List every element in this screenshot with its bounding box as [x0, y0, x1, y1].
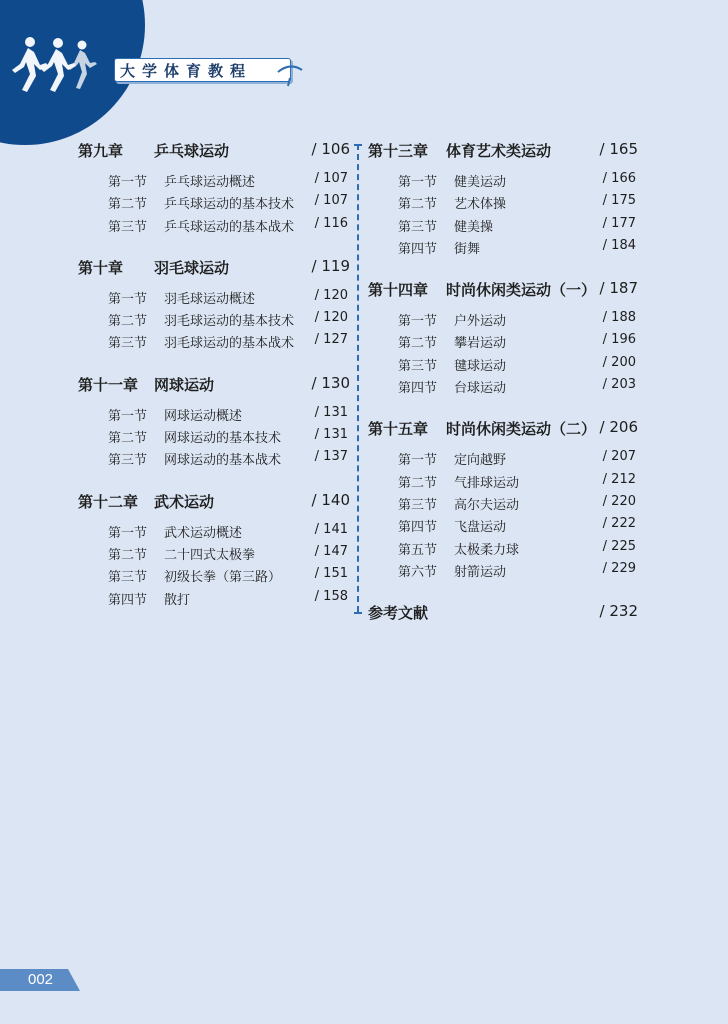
section-title: 台球运动: [454, 381, 507, 397]
section-label: 第三节: [108, 570, 148, 586]
divider-cap: [354, 144, 362, 146]
section-page: / 203: [602, 377, 636, 393]
section-title: 太极柔力球: [454, 542, 520, 558]
section-page: / 177: [602, 215, 636, 231]
section-label: 第一节: [108, 408, 148, 424]
chapter-title: 体育艺术类运动: [446, 142, 552, 160]
chapter-label: 第十二章: [78, 492, 139, 511]
toc-chapter[interactable]: [368, 418, 638, 440]
section-label: 第一节: [108, 175, 148, 190]
section-title: 定向越野: [454, 453, 507, 469]
section-title: 飞盘运动: [454, 520, 507, 536]
chapter-title: 网球运动: [154, 375, 215, 394]
section-title: 武术运动概述: [164, 525, 243, 541]
chapter-page: / 206: [599, 418, 638, 437]
section-page: / 107: [314, 171, 348, 186]
section-title: 健美运动: [454, 175, 507, 190]
section-title: 散打: [164, 592, 191, 608]
toc-section[interactable]: [368, 560, 638, 582]
section-page: / 151: [314, 566, 348, 582]
section-page: / 188: [602, 310, 636, 326]
section-label: 第二节: [398, 197, 438, 213]
book-title-banner: [114, 56, 289, 82]
section-title: 羽毛球运动概述: [164, 291, 256, 307]
toc-section[interactable]: [78, 588, 350, 610]
section-label: 第二节: [398, 475, 438, 491]
toc-section[interactable]: [368, 309, 638, 331]
toc-chapter[interactable]: [368, 140, 638, 162]
section-title: 羽毛球运动的基本技术: [164, 314, 295, 330]
toc-section[interactable]: [368, 538, 638, 560]
section-title: 高尔夫运动: [454, 497, 520, 513]
section-label: 第三节: [398, 358, 438, 374]
toc-chapter[interactable]: [78, 374, 350, 396]
section-label: 第三节: [398, 219, 438, 235]
section-page: / 184: [602, 237, 636, 253]
toc-section[interactable]: [368, 192, 638, 214]
section-title: 乒乓球运动概述: [164, 175, 256, 190]
section-label: 第四节: [108, 592, 148, 608]
chapter-page: / 119: [311, 256, 350, 275]
toc-chapter[interactable]: [78, 257, 350, 279]
section-label: 第一节: [398, 314, 438, 330]
section-label: 第二节: [108, 197, 148, 213]
toc-section[interactable]: [78, 426, 350, 448]
toc-section[interactable]: [78, 192, 350, 214]
toc-section[interactable]: [368, 331, 638, 353]
section-page: / 141: [314, 521, 348, 537]
section-title: 网球运动的基本技术: [164, 431, 282, 447]
chapter-label: 第九章: [78, 142, 124, 160]
divider-cap: [354, 612, 362, 614]
toc-section[interactable]: [368, 354, 638, 376]
section-page: / 207: [602, 449, 636, 465]
section-page: / 158: [314, 588, 348, 604]
toc-section[interactable]: [368, 493, 638, 515]
section-label: 第四节: [398, 520, 438, 536]
section-title: 乒乓球运动的基本技术: [164, 197, 295, 213]
toc-section[interactable]: [78, 215, 350, 237]
section-page: / 175: [602, 193, 636, 209]
toc-left-column: [78, 140, 350, 610]
toc-chapter[interactable]: [368, 279, 638, 301]
references-page: / 232: [599, 602, 638, 621]
chapter-label: 第十四章: [368, 281, 429, 300]
toc-section[interactable]: [78, 404, 350, 426]
section-label: 第三节: [108, 336, 148, 352]
book-title: 大学体育教程: [120, 62, 253, 80]
page-number: 002: [28, 971, 54, 988]
title-swirl-icon: [276, 60, 306, 88]
toc-section[interactable]: [78, 331, 350, 353]
section-page: / 212: [602, 471, 636, 487]
section-page: / 166: [602, 171, 636, 186]
toc-section[interactable]: [78, 565, 350, 587]
section-page: / 220: [602, 493, 636, 509]
toc-section[interactable]: [78, 521, 350, 543]
section-label: 第二节: [108, 547, 148, 563]
toc-section[interactable]: [78, 309, 350, 331]
section-title: 网球运动的基本战术: [164, 453, 282, 469]
toc-chapter-group: [78, 257, 350, 354]
section-page: / 131: [314, 404, 348, 420]
chapter-page: / 130: [311, 373, 350, 392]
section-title: 街舞: [454, 241, 481, 257]
toc-references[interactable]: [368, 602, 638, 624]
section-label: 第三节: [398, 497, 438, 513]
column-divider: [357, 144, 359, 612]
section-label: 第六节: [398, 564, 438, 580]
section-title: 射箭运动: [454, 564, 507, 580]
chapter-page: / 106: [311, 140, 350, 158]
section-label: 第四节: [398, 381, 438, 397]
section-title: 网球运动概述: [164, 408, 243, 424]
section-title: 攀岩运动: [454, 336, 507, 352]
section-label: 第二节: [108, 431, 148, 447]
runners-silhouette-icon: [8, 34, 100, 94]
section-title: 艺术体操: [454, 197, 507, 213]
toc-section[interactable]: [368, 471, 638, 493]
section-page: / 200: [602, 354, 636, 370]
toc-section[interactable]: [368, 237, 638, 259]
toc-section[interactable]: [368, 448, 638, 470]
toc-section[interactable]: [78, 170, 350, 192]
toc-chapter-group: [78, 374, 350, 471]
toc-section[interactable]: [368, 170, 638, 192]
chapter-page: / 165: [599, 140, 638, 158]
toc-section[interactable]: [368, 515, 638, 537]
section-page: / 107: [314, 193, 348, 209]
section-title: 气排球运动: [454, 475, 520, 491]
toc-section[interactable]: [78, 448, 350, 470]
section-page: / 120: [314, 310, 348, 326]
section-label: 第一节: [108, 291, 148, 307]
section-label: 第二节: [398, 336, 438, 352]
toc-chapter-group: [368, 279, 638, 398]
section-label: 第一节: [398, 453, 438, 469]
section-label: 第三节: [108, 453, 148, 469]
toc-section[interactable]: [78, 543, 350, 565]
section-label: 第二节: [108, 314, 148, 330]
section-label: 第一节: [398, 175, 438, 190]
toc-chapter-group: [78, 140, 350, 237]
section-title: 户外运动: [454, 314, 507, 330]
section-page: / 196: [602, 332, 636, 348]
chapter-title: 羽毛球运动: [154, 258, 230, 277]
toc-chapter-group: [368, 418, 638, 582]
section-page: / 120: [314, 287, 348, 303]
section-label: 第五节: [398, 542, 438, 558]
chapter-page: / 187: [599, 279, 638, 298]
references-title: 参考文献: [368, 604, 429, 623]
chapter-label: 第十章: [78, 258, 124, 277]
section-page: / 147: [314, 543, 348, 559]
section-page: / 137: [314, 449, 348, 465]
section-page: / 225: [602, 538, 636, 554]
toc-chapter-group: [78, 491, 350, 610]
toc-right-column: [368, 140, 638, 624]
section-page: / 229: [602, 560, 636, 576]
toc-chapter[interactable]: [78, 491, 350, 513]
section-label: 第四节: [398, 241, 438, 257]
section-title: 二十四式太极拳: [164, 547, 256, 563]
chapter-label: 第十三章: [368, 142, 429, 160]
chapter-page: / 140: [311, 490, 350, 509]
section-title: 乒乓球运动的基本战术: [164, 219, 295, 235]
chapter-title: 时尚休闲类运动（一）: [446, 281, 597, 300]
section-page: / 222: [602, 516, 636, 532]
section-title: 初级长拳（第三路）: [164, 570, 282, 586]
section-page: / 131: [314, 427, 348, 443]
toc-section[interactable]: [368, 215, 638, 237]
chapter-label: 第十五章: [368, 420, 429, 439]
chapter-title: 乒乓球运动: [154, 142, 230, 160]
chapter-title: 时尚休闲类运动（二）: [446, 420, 597, 439]
toc-section[interactable]: [368, 376, 638, 398]
chapter-title: 武术运动: [154, 492, 215, 511]
section-page: / 116: [314, 215, 348, 231]
toc-chapter-group: [368, 140, 638, 259]
chapter-label: 第十一章: [78, 375, 139, 394]
toc-section[interactable]: [78, 287, 350, 309]
section-label: 第三节: [108, 219, 148, 235]
section-title: 健美操: [454, 219, 494, 235]
section-title: 毽球运动: [454, 358, 507, 374]
section-title: 羽毛球运动的基本战术: [164, 336, 295, 352]
toc-chapter[interactable]: [78, 140, 350, 162]
section-label: 第一节: [108, 525, 148, 541]
section-page: / 127: [314, 332, 348, 348]
